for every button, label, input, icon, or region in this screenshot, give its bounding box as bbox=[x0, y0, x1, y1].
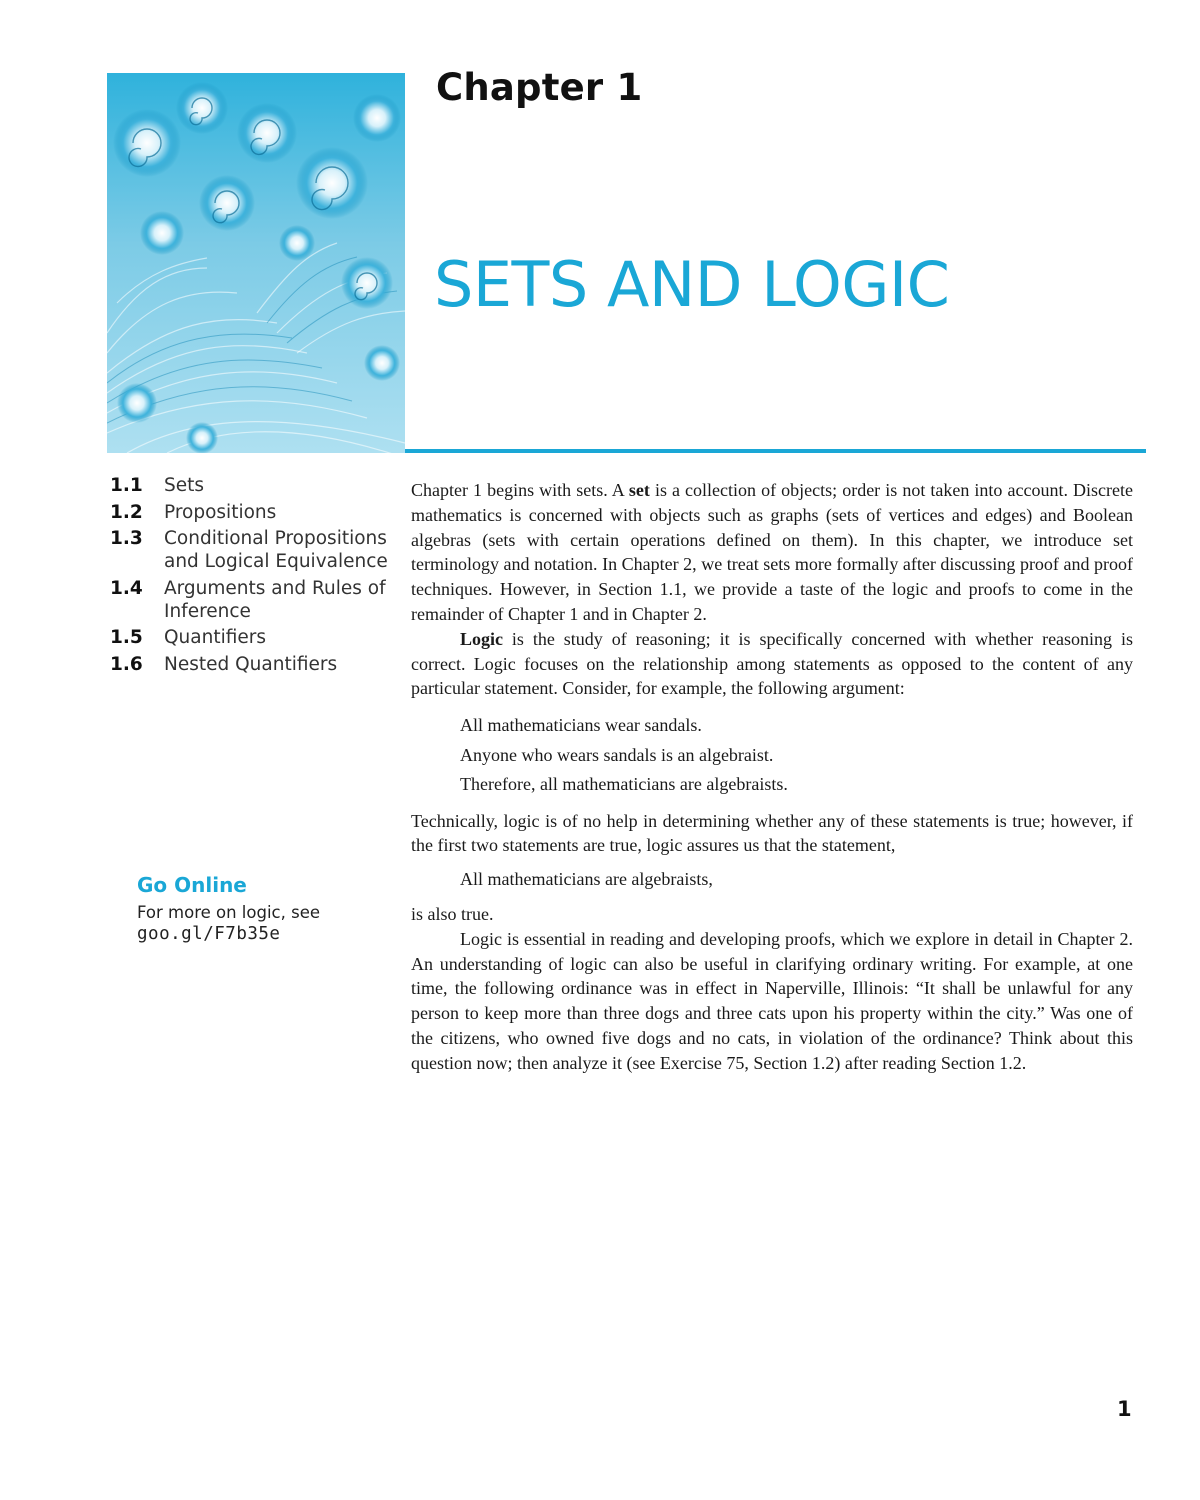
argument-line: All mathematicians wear sandals. bbox=[460, 715, 702, 736]
paragraph: is also true. bbox=[411, 904, 494, 925]
paragraph bbox=[411, 478, 1133, 627]
section-title: Arguments and Rules of Inference bbox=[164, 577, 386, 622]
section-item bbox=[110, 474, 400, 497]
argument-example bbox=[460, 711, 1133, 800]
section-item bbox=[110, 577, 400, 623]
chapter-label: Chapter 1 bbox=[436, 66, 643, 109]
text-run: is a collection of objects; order is not taken into account. Discrete mathematics is concerned with objects such as graphs (sets of vertices and edges) and Boolean algebras (sets with certain operations defined on them). In this chapter, we introduce set terminology and notation. In Chapter 2, we treat sets more formally after discussing proof and proof techniques. However, in Section 1.1, we provide a taste of the logic and proofs to come in the remainder of Chapter 1 and in Chapter 2. bbox=[411, 480, 1133, 624]
section-number: 1.6 bbox=[110, 653, 143, 675]
go-online-heading: Go Online bbox=[137, 873, 247, 897]
argument-line: Therefore, all mathematicians are algebraists. bbox=[460, 774, 788, 795]
go-online-text: For more on logic, see bbox=[137, 903, 321, 922]
section-number: 1.4 bbox=[110, 577, 143, 599]
section-number: 1.1 bbox=[110, 475, 143, 496]
section-item bbox=[110, 501, 400, 524]
title-divider bbox=[405, 449, 1146, 453]
section-title: Conditional Propositions and Logical Equivalence bbox=[164, 528, 388, 572]
go-online-link[interactable]: goo.gl/F7b35e bbox=[137, 924, 281, 944]
section-title: Sets bbox=[164, 475, 205, 496]
section-title: Propositions bbox=[164, 501, 277, 523]
section-title: Nested Quantifiers bbox=[164, 653, 338, 675]
section-number: 1.3 bbox=[110, 528, 143, 549]
go-online-box bbox=[137, 873, 387, 945]
paragraph: Technically, logic is of no help in determining whether any of these statements is true; however, if the first two statements are true, logic assures us that the statement, bbox=[411, 810, 1133, 856]
defined-term: set bbox=[628, 480, 650, 500]
paragraph bbox=[411, 627, 1133, 701]
argument-line: Anyone who wears sandals is an algebraist. bbox=[460, 744, 774, 765]
section-item bbox=[110, 653, 400, 676]
section-number: 1.5 bbox=[110, 627, 143, 648]
argument-conclusion: All mathematicians are algebraists, bbox=[460, 869, 713, 890]
section-number: 1.2 bbox=[110, 501, 143, 523]
section-item bbox=[110, 626, 400, 649]
text-run: Chapter 1 begins with sets. A bbox=[411, 480, 629, 500]
chapter-intro-text bbox=[411, 478, 1133, 1076]
section-item bbox=[110, 527, 400, 573]
text-run: is the study of reasoning; it is specifically concerned with whether reasoning is correct. Logic focuses on the relationship among statements as opposed to the content of any particular statement. Consider, for example, the following argument: bbox=[411, 628, 1133, 699]
chapter-title: SETS AND LOGIC bbox=[434, 248, 950, 321]
paragraph: Logic is essential in reading and developing proofs, which we explore in detail in Chapter 2. An understanding of logic can also be useful in clarifying ordinary writing. For example, at one time, the following ordinance was in effect in Naperville, Illinois: “It shall be unlawful for any person to keep more than three dogs and three cats upon his property within the city.” Was one of the citizens, who owned five dogs and no cats, in violation of the ordinance? Think about this question now; then analyze it (see Exercise 75, Section 1.2) after reading Section 1.2. bbox=[411, 928, 1133, 1073]
page-number: 1 bbox=[1117, 1397, 1132, 1421]
section-list bbox=[110, 474, 400, 679]
section-title: Quantifiers bbox=[164, 627, 267, 648]
defined-term: Logic bbox=[460, 628, 503, 649]
chapter-fractal-image bbox=[107, 73, 405, 453]
